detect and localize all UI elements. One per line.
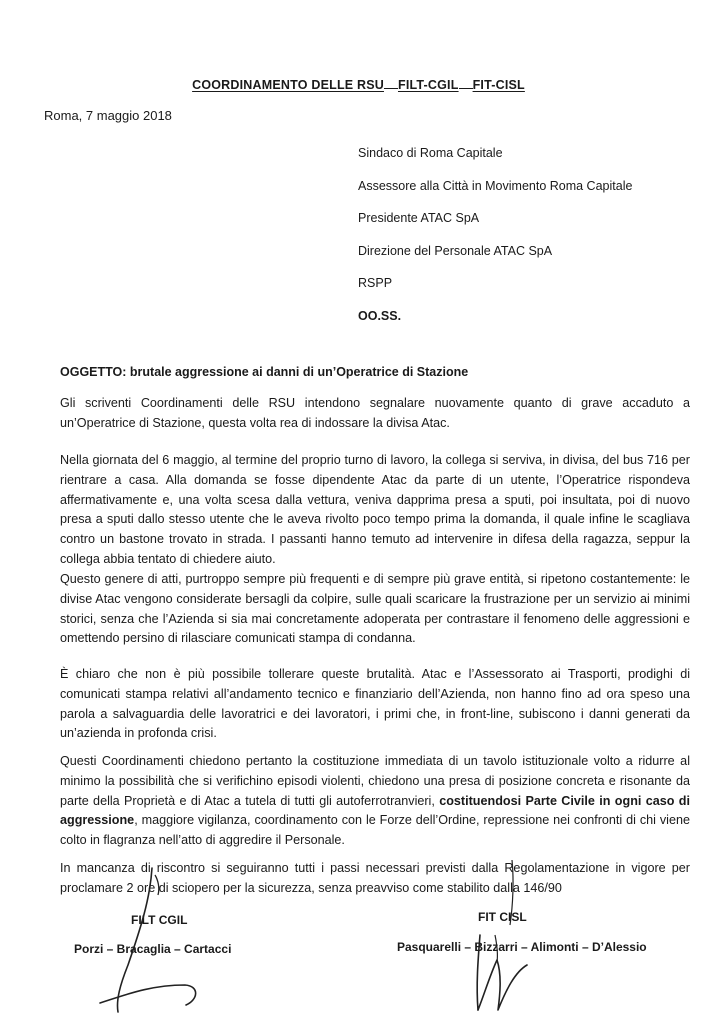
recipient-direzione-personale: Direzione del Personale ATAC SpA bbox=[358, 243, 553, 258]
signature-left-names: Porzi – Bracaglia – Cartacci bbox=[74, 942, 232, 956]
recipient-presidente: Presidente ATAC SpA bbox=[358, 211, 480, 226]
body-paragraph-5-emphasis: costituendosi Parte Civile in ogni caso di aggressione bbox=[60, 793, 690, 828]
body-paragraph-4: È chiaro che non è più possibile tollerare queste brutalità. Atac e l’Assessorato ai Trasporti, prodighi di comunicati stampa relativi all’andamento tecnico e finanziario dell’Azienda, non hanno fino ad ora speso una parola a salvaguardia delle lavoratrici e dei lavoratori, i primi che, in front-line, subiscono i danni generati da un’azienda in profonda crisi. bbox=[60, 667, 690, 741]
letter-subject: OGGETTO: brutale aggressione ai danni di un’Operatrice di Stazione bbox=[60, 365, 469, 379]
body-paragraph-5-start: Questi Coordinamenti chiedono pertanto la costituzione immediata di un tavolo istituzionale volto a ridurre al minimo la possibilità che si verifichino episodi violenti, chiedono una presa di posizione concreta e risonante da parte della Proprietà e di Atac a tutela di tutti gli autoferrotranvieri, bbox=[60, 754, 690, 808]
recipient-ooss: OO.SS. bbox=[358, 308, 402, 323]
body-paragraph-3: Questo genere di atti, purtroppo sempre più frequenti e di sempre più grave entità, si ripetono costantemente: le divise Atac vengono considerate bersagli da colpire, sulle quali scaricare la frustrazione per un servizio ai minimi storici, senza che l’Azienda si sia mai concretamente adoperata per contrastare il fenomeno delle aggressioni e omettendo persino di rilasciare comunicati stampa di condanna. bbox=[60, 572, 690, 646]
header-fit-cisl: FIT-CISL bbox=[472, 78, 525, 92]
body-paragraph-5-end: , maggiore vigilanza, coordinamento con le Forze dell’Ordine, repressione nei confronti di chi viene colto in flagranza nell’atto di aggredire il Personale. bbox=[60, 813, 690, 848]
signature-right-org: FIT CISL bbox=[478, 910, 527, 924]
signature-right-names: Pasquarelli – Bizzarri – Alimonti – D’Alessio bbox=[397, 940, 647, 954]
recipient-assessore: Assessore alla Città in Movimento Roma Capitale bbox=[358, 178, 633, 193]
letter-date: Roma, 7 maggio 2018 bbox=[44, 108, 172, 123]
recipient-sindaco: Sindaco di Roma Capitale bbox=[358, 146, 503, 160]
recipient-rspp: RSPP bbox=[358, 276, 393, 291]
body-paragraph-2: Nella giornata del 6 maggio, al termine del proprio turno di lavoro, la collega si serviva, in divisa, del bus 716 per rientrare a casa. Alla domanda se fosse dipendente Atac da parte di un utente, l’Operatrice rispondeva affermativamente e, una volta scesa dalla vettura, veniva dapprima presa a sputi, poi insultata, poi di nuovo presa a sputi dallo stesso utente che le aveva rivolto poco tempo prima la domanda, il quale infine le scagliava contro un bastone trovato in strada. I passanti hanno temuto ad intervenire in difesa della ragazza, seppur la collega abbia tentato di chiedere aiuto. bbox=[60, 453, 690, 566]
body-paragraph-1: Gli scriventi Coordinamenti delle RSU intendono segnalare nuovamente quanto di grave accaduto a un’Operatrice di Stazione, questa volta rea di indossare la divisa Atac. bbox=[60, 396, 690, 430]
signature-left-org: FILT CGIL bbox=[131, 913, 188, 927]
header-filt-cgil: FILT-CGIL bbox=[397, 78, 459, 92]
body-paragraph-6: In mancanza di riscontro si seguiranno tutti i passi necessari previsti dalla Regolamentazione in vigore per proclamare 2 ore di sciopero per la sicurezza, senza preavviso come stabilito dalla 146/90 bbox=[60, 861, 690, 895]
header-coordinamento: COORDINAMENTO DELLE RSU bbox=[192, 78, 384, 92]
